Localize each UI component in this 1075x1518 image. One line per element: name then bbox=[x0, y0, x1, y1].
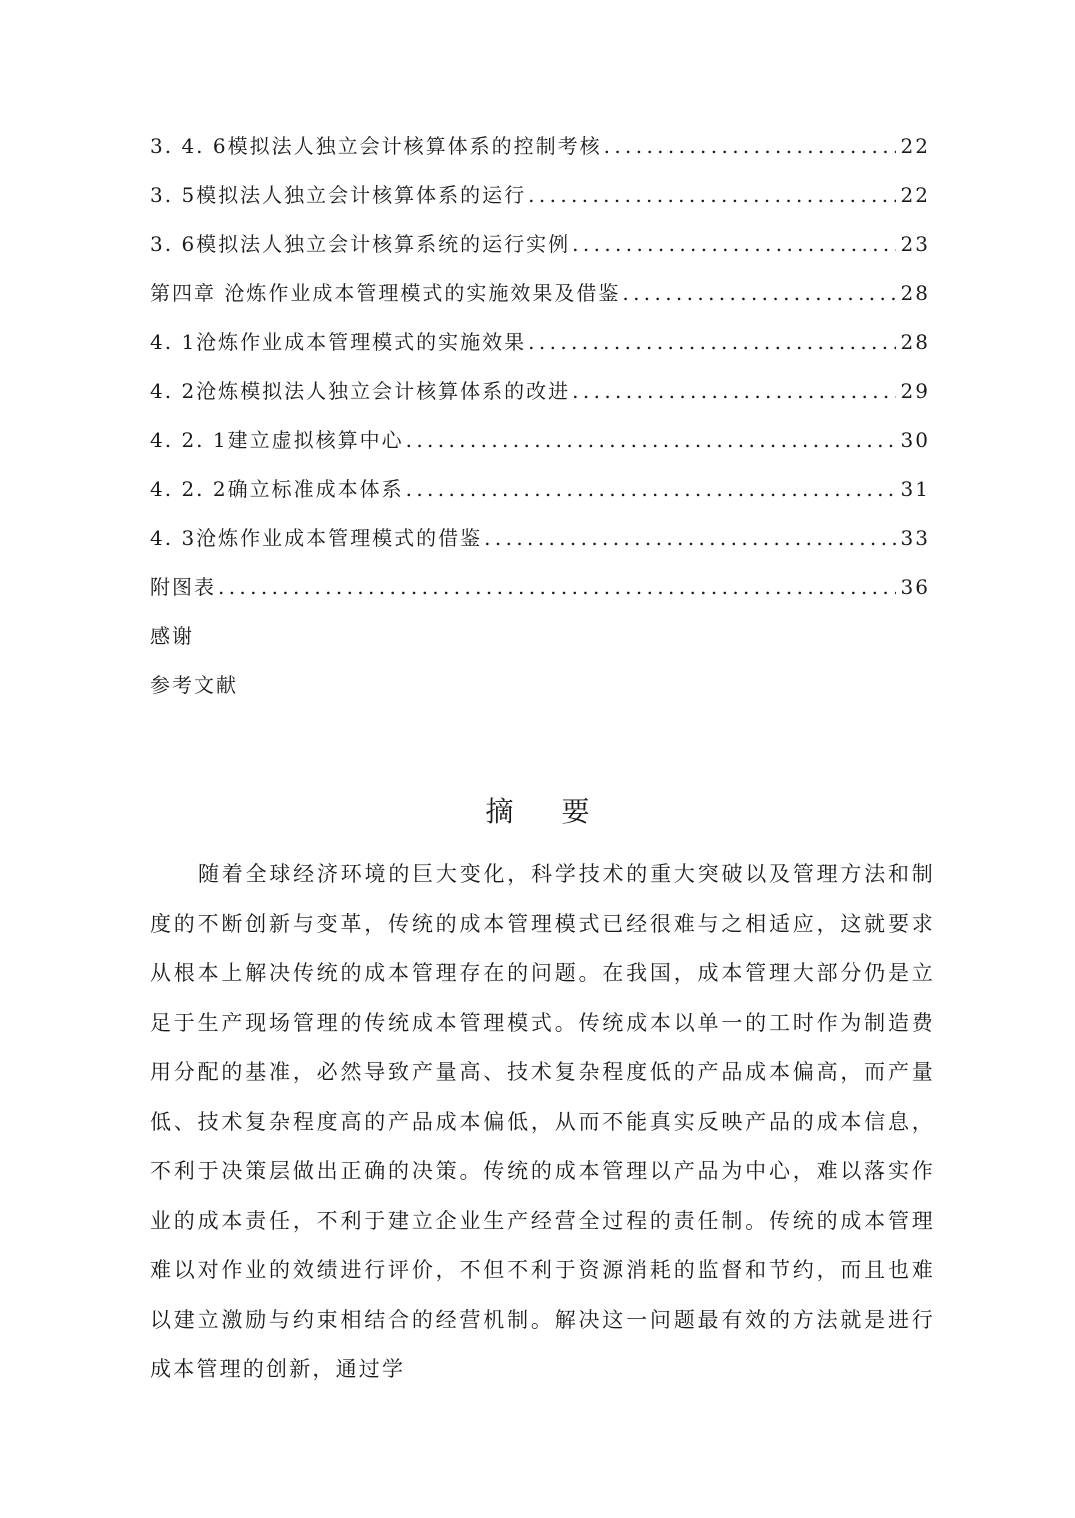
toc-entry-title: 第四章 沧炼作业成本管理模式的实施效果及借鉴 bbox=[150, 281, 621, 305]
toc-entry-title: 3. 5模拟法人独立会计核算体系的运行 bbox=[150, 183, 527, 207]
toc-leader-dots bbox=[572, 220, 896, 269]
toc-entry-page: 22 bbox=[900, 134, 930, 158]
abstract-body: 随着全球经济环境的巨大变化，科学技术的重大突破以及管理方法和制度的不断创新与变革，传统的成本管理模式已经很难与之相适应，这就要求从根本上解决传统的成本管理存在的问题。在我国，成本管理大部分仍是立足于生产现场管理的传统成本管理模式。传统成本以单一的工时作为制造费用分配的基准，必然导致产量高、技术复杂程度低的产品成本偏高，而产量低、技术复杂程度高的产品成本偏低，从而不能真实反映产品的成本信息，不利于决策层做出正确的决策。传统的成本管理以产品为中心，难以落实作业的成本责任，不利于建立企业生产经营全过程的责任制。传统的成本管理难以对作业的效绩进行评价，不但不利于资源消耗的监督和节约，而且也难以建立激励与约束相结合的经营机制。解决这一问题最有效的方法就是进行成本管理的创新，通过学 bbox=[150, 862, 935, 1381]
toc-entry[interactable] bbox=[150, 661, 930, 710]
toc-entry[interactable] bbox=[150, 122, 930, 171]
toc-entry-page: 30 bbox=[900, 428, 930, 452]
toc-leader-dots bbox=[484, 514, 896, 563]
toc-entry-title: 4. 1沧炼作业成本管理模式的实施效果 bbox=[150, 330, 527, 354]
toc-leader-dots bbox=[572, 367, 896, 416]
toc-leader-dots bbox=[218, 563, 896, 612]
toc-leader-dots bbox=[622, 269, 896, 318]
toc-entry[interactable] bbox=[150, 220, 930, 269]
toc-entry[interactable] bbox=[150, 563, 930, 612]
toc-entry[interactable] bbox=[150, 514, 930, 563]
table-of-contents bbox=[150, 122, 930, 710]
toc-entry-page: 28 bbox=[900, 281, 930, 305]
toc-entry-title: 参考文献 bbox=[150, 673, 238, 697]
toc-entry-page: 28 bbox=[900, 330, 930, 354]
toc-leader-dots bbox=[528, 318, 896, 367]
toc-entry-title: 4. 2沧炼模拟法人独立会计核算体系的改进 bbox=[150, 379, 571, 403]
toc-entry-title: 3. 4. 6模拟法人独立会计核算体系的控制考核 bbox=[150, 134, 602, 158]
toc-entry[interactable] bbox=[150, 416, 930, 465]
toc-entry-title: 感谢 bbox=[150, 624, 194, 648]
toc-entry-title: 4. 3沧炼作业成本管理模式的借鉴 bbox=[150, 526, 483, 550]
toc-leader-dots bbox=[406, 416, 896, 465]
toc-entry[interactable] bbox=[150, 171, 930, 220]
toc-leader-dots bbox=[604, 122, 896, 171]
toc-entry[interactable] bbox=[150, 367, 930, 416]
toc-entry-title: 附图表 bbox=[150, 575, 216, 599]
toc-leader-dots bbox=[406, 465, 896, 514]
toc-entry-page: 36 bbox=[900, 575, 930, 599]
toc-entry-page: 23 bbox=[900, 232, 930, 256]
toc-entry-title: 4. 2. 2确立标准成本体系 bbox=[150, 477, 404, 501]
toc-entry[interactable] bbox=[150, 465, 930, 514]
toc-entry-title: 3. 6模拟法人独立会计核算系统的运行实例 bbox=[150, 232, 571, 256]
toc-entry-page: 22 bbox=[900, 183, 930, 207]
toc-entry-page: 33 bbox=[900, 526, 930, 550]
toc-entry-page: 31 bbox=[900, 477, 930, 501]
abstract-heading: 摘要 bbox=[485, 795, 638, 828]
toc-entry-page: 29 bbox=[900, 379, 930, 403]
toc-leader-dots bbox=[528, 171, 896, 220]
toc-entry[interactable] bbox=[150, 269, 930, 318]
toc-entry[interactable] bbox=[150, 318, 930, 367]
toc-entry-title: 4. 2. 1建立虚拟核算中心 bbox=[150, 428, 404, 452]
toc-entry[interactable] bbox=[150, 612, 930, 661]
